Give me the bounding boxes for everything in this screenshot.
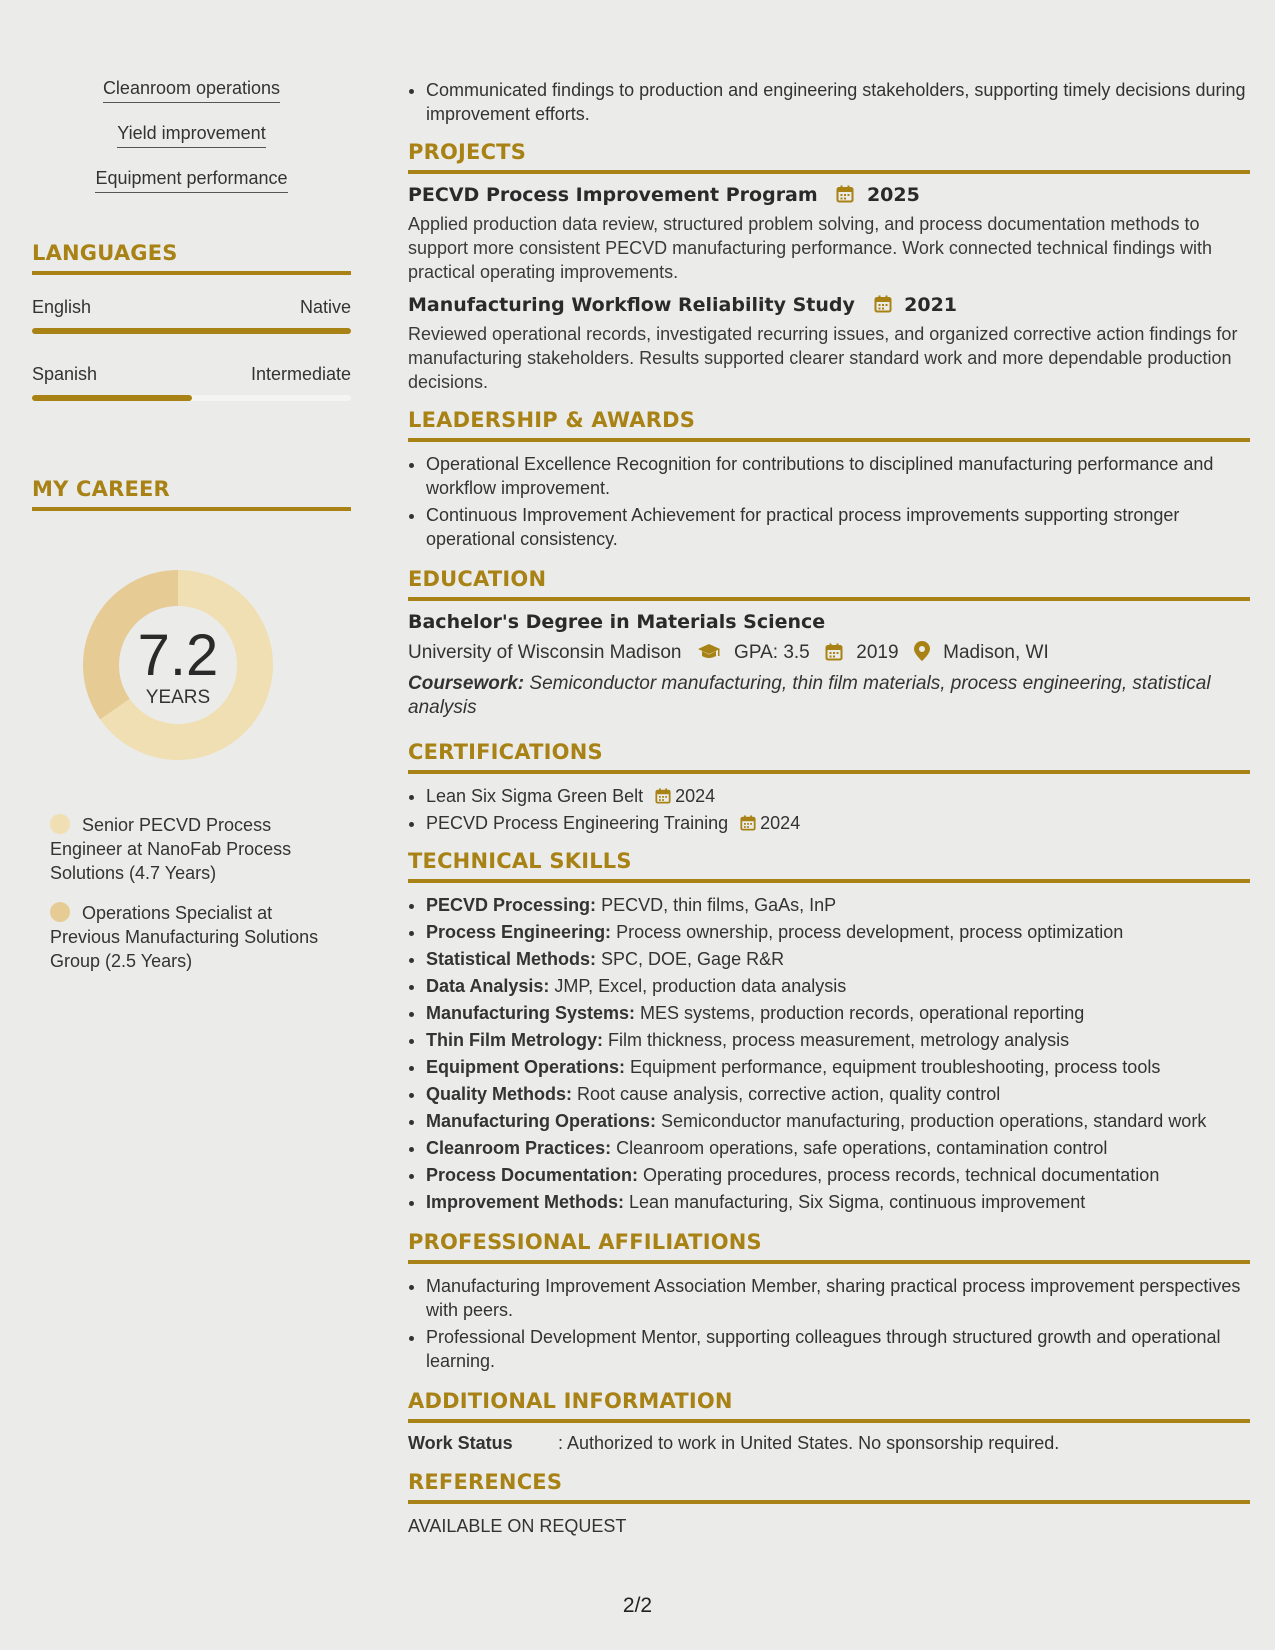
language-bar	[32, 395, 351, 401]
legend-dot-icon	[50, 902, 70, 922]
graduation-year: 2019	[856, 642, 899, 663]
affiliations-heading: PROFESSIONAL AFFILIATIONS	[408, 1230, 1250, 1264]
gpa: GPA: 3.5	[734, 642, 810, 663]
skill-values: Operating procedures, process records, technical documentation	[638, 1165, 1160, 1185]
skill-values: JMP, Excel, production data analysis	[549, 976, 847, 996]
certifications-list	[408, 784, 1250, 835]
skill-values: MES systems, production records, operational reporting	[635, 1003, 1085, 1023]
legend-label: Senior PECVD Process Engineer at NanoFab Process Solutions (4.7 Years)	[50, 815, 292, 883]
skill-tag: Equipment performance	[95, 168, 287, 193]
skill-category: Quality Methods:	[426, 1084, 573, 1104]
career-heading: MY CAREER	[32, 477, 351, 511]
technical-skills-heading: TECHNICAL SKILLS	[408, 849, 1250, 883]
list-item: • Continuous Improvement Achievement for practical process improvements supporting stronger operational consistency.	[426, 503, 1250, 551]
coursework-label: Coursework:	[408, 673, 525, 694]
certification-year: 2024	[675, 786, 716, 806]
references-text: AVAILABLE ON REQUEST	[408, 1516, 627, 1536]
coursework-text: Semiconductor manufacturing, thin film materials, process engineering, statistical analysis	[408, 673, 1211, 718]
skill-item	[426, 1190, 1250, 1214]
project	[408, 184, 1250, 284]
skill-item	[426, 1163, 1250, 1187]
skill-values: Film thickness, process measurement, metrology analysis	[603, 1030, 1070, 1050]
project-year: 2021	[904, 294, 958, 316]
language-bar-fill	[32, 328, 351, 334]
career-unit: YEARS	[145, 687, 211, 708]
calendar-icon	[655, 788, 671, 804]
skill-values: Equipment performance, equipment troubleshooting, process tools	[625, 1057, 1161, 1077]
project-year: 2025	[866, 184, 920, 206]
legend-dot-icon	[50, 814, 70, 834]
skill-tags	[32, 78, 351, 213]
language-level: Native	[299, 297, 351, 317]
skill-item	[426, 1001, 1250, 1025]
work-status-value: : Authorized to work in United States. No sponsorship required.	[558, 1433, 1060, 1453]
project-title: Manufacturing Workflow Reliability Study	[408, 294, 855, 316]
list-item: • Operational Excellence Recognition for contributions to disciplined manufacturing performance and workflow improvement.	[426, 452, 1250, 500]
skill-item	[426, 893, 1250, 917]
skill-values: Semiconductor manufacturing, production operations, standard work	[656, 1111, 1207, 1131]
skill-item	[426, 947, 1250, 971]
degree: Bachelor's Degree in Materials Science	[408, 611, 826, 633]
legend-label: Operations Specialist at Previous Manufacturing Solutions Group (2.5 Years)	[50, 903, 319, 971]
language-bar	[32, 328, 351, 334]
skill-tag: Cleanroom operations	[103, 78, 280, 103]
list-item	[426, 784, 1250, 808]
language-bar-fill	[32, 395, 192, 401]
list-item: • Professional Development Mentor, supporting colleagues through structured growth and operational learning.	[426, 1325, 1250, 1373]
language-level: Intermediate	[250, 364, 351, 384]
skill-category: Data Analysis:	[426, 976, 550, 996]
skill-category: Manufacturing Operations:	[426, 1111, 657, 1131]
list-item: • Communicated findings to production and engineering stakeholders, supporting timely decisions during improvement efforts.	[426, 78, 1250, 126]
career-donut-chart	[66, 553, 290, 777]
skill-values: Root cause analysis, corrective action, quality control	[572, 1084, 1001, 1104]
certification-year: 2024	[760, 813, 801, 833]
project	[408, 294, 1250, 394]
skill-category: Equipment Operations:	[426, 1057, 626, 1077]
legend-item	[50, 901, 330, 973]
projects-heading: PROJECTS	[408, 140, 1250, 174]
school: University of Wisconsin Madison	[408, 642, 682, 663]
technical-skills-list	[408, 893, 1250, 1214]
calendar-icon	[740, 815, 756, 831]
legend-item	[50, 813, 330, 885]
main-content	[408, 78, 1250, 1537]
education-details	[408, 641, 1250, 664]
skill-category: Manufacturing Systems:	[426, 1003, 636, 1023]
project-title: PECVD Process Improvement Program	[408, 184, 818, 206]
skill-item	[426, 920, 1250, 944]
skill-item	[426, 974, 1250, 998]
skill-category: Thin Film Metrology:	[426, 1030, 603, 1050]
language-spanish	[32, 364, 351, 401]
skill-tag: Yield improvement	[117, 123, 265, 148]
references-heading: REFERENCES	[408, 1470, 1250, 1504]
skill-item	[426, 1109, 1250, 1133]
affiliations-list	[408, 1274, 1250, 1373]
leadership-heading: LEADERSHIP & AWARDS	[408, 408, 1250, 442]
calendar-icon	[825, 643, 843, 661]
languages-heading: LANGUAGES	[32, 241, 351, 275]
work-status-label: Work Status	[408, 1433, 513, 1453]
education-heading: EDUCATION	[408, 567, 1250, 601]
sidebar	[32, 78, 351, 989]
language-name: English	[32, 297, 92, 317]
experience-bullets	[408, 78, 1250, 126]
location-pin-icon	[914, 641, 930, 661]
skill-values: Lean manufacturing, Six Sigma, continuous improvement	[624, 1192, 1086, 1212]
skill-item	[426, 1055, 1250, 1079]
graduation-cap-icon	[697, 643, 721, 661]
career-legend	[50, 813, 330, 973]
skill-item	[426, 1082, 1250, 1106]
coursework	[408, 672, 1250, 720]
skill-category: Process Documentation:	[426, 1165, 639, 1185]
skill-category: Improvement Methods:	[426, 1192, 625, 1212]
skill-values: Cleanroom operations, safe operations, contamination control	[611, 1138, 1108, 1158]
list-item	[426, 811, 1250, 835]
calendar-icon	[836, 185, 854, 203]
certifications-heading: CERTIFICATIONS	[408, 740, 1250, 774]
skill-values: SPC, DOE, Gage R&R	[596, 949, 785, 969]
location: Madison, WI	[943, 642, 1049, 663]
project-description: Reviewed operational records, investigated recurring issues, and organized corrective action findings for manufacturing stakeholders. Results supported clearer standard work and more dependable production decisions.	[408, 324, 1238, 392]
skill-category: PECVD Processing:	[426, 895, 597, 915]
calendar-icon	[874, 295, 892, 313]
skill-values: PECVD, thin films, GaAs, InP	[596, 895, 837, 915]
work-status	[408, 1433, 1250, 1454]
leadership-list	[408, 452, 1250, 551]
language-english	[32, 297, 351, 334]
page-number: 2/2	[622, 1594, 653, 1617]
career-total: 7.2	[137, 623, 219, 688]
certification-name: PECVD Process Engineering Training	[426, 813, 729, 833]
language-name: Spanish	[32, 364, 98, 384]
skill-item	[426, 1028, 1250, 1052]
list-item: • Manufacturing Improvement Association Member, sharing practical process improvement perspectives with peers.	[426, 1274, 1250, 1322]
skill-values: Process ownership, process development, process optimization	[611, 922, 1124, 942]
additional-info-heading: ADDITIONAL INFORMATION	[408, 1389, 1250, 1423]
certification-name: Lean Six Sigma Green Belt	[426, 786, 644, 806]
skill-category: Process Engineering:	[426, 922, 612, 942]
skill-item	[426, 1136, 1250, 1160]
project-description: Applied production data review, structured problem solving, and process documentation methods to support more consistent PECVD manufacturing performance. Work connected technical findings with practical operating improvements.	[408, 214, 1213, 282]
skill-category: Statistical Methods:	[426, 949, 597, 969]
skill-category: Cleanroom Practices:	[426, 1138, 612, 1158]
